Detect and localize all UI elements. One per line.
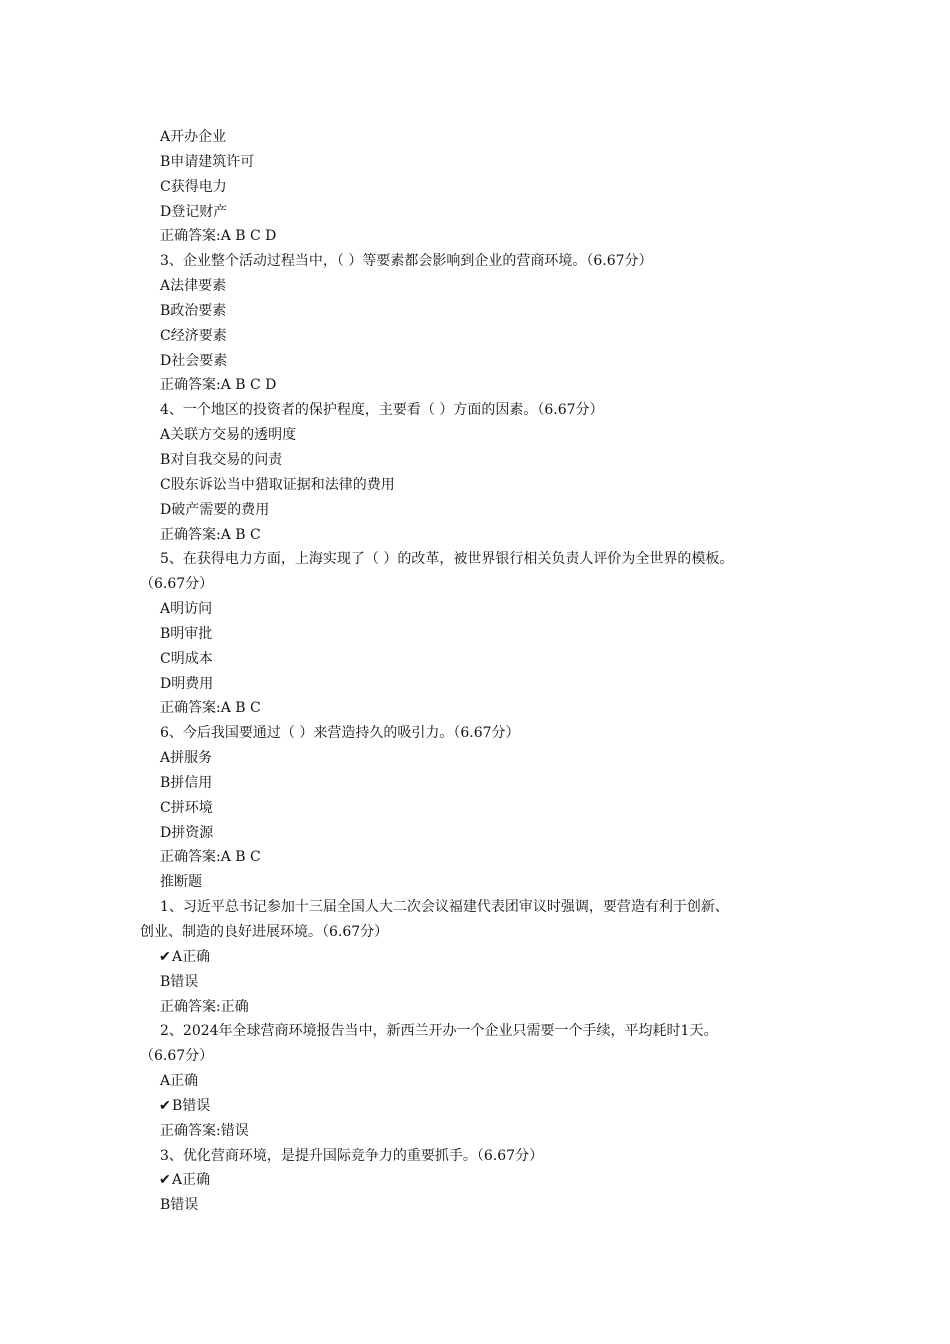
option-d: D社会要素: [160, 352, 228, 369]
option-b: B申请建筑许可: [160, 153, 255, 170]
tf-question-2-continuation: （6.67分）: [140, 1048, 214, 1065]
correct-answer: 正确答案:正确: [160, 998, 249, 1015]
option-a: A明访问: [160, 601, 213, 618]
check-mark-icon: ✔: [159, 948, 171, 965]
question-5: 5、在获得电力方面，上海实现了（ ）的改革，被世界银行相关负责人评价为全世界的模板。: [160, 551, 734, 568]
option-b: B对自我交易的问责: [160, 451, 283, 468]
option-d: D登记财产: [160, 203, 228, 220]
option-a: A开办企业: [160, 129, 227, 145]
tf-question-1: 1、习近平总书记参加十三届全国人大二次会议福建代表团审议时强调，要营造有利于创新、: [160, 899, 729, 916]
correct-answer: 正确答案:A B C D: [160, 377, 277, 394]
section-title: 推断题: [160, 874, 202, 891]
document-body: [0, 125, 950, 1218]
check-mark-icon: ✔: [159, 1172, 171, 1189]
tf-question-3: 3、优化营商环境，是提升国际竞争力的重要抓手。（6.67分）: [160, 1147, 544, 1164]
option-label: A正确: [172, 1172, 211, 1189]
question-4: 4、一个地区的投资者的保护程度，主要看（ ）方面的因素。（6.67分）: [160, 402, 604, 419]
option-b: B明审批: [160, 625, 213, 642]
tf-question-1-continuation: 创业、制造的良好进展环境。（6.67分）: [140, 924, 389, 940]
correct-answer: 正确答案:A B C D: [160, 228, 277, 245]
option-d: D明费用: [160, 675, 214, 692]
question-3: 3、企业整个活动过程当中，（ ）等要素都会影响到企业的营商环境。（6.67分）: [160, 253, 653, 270]
option-a: A拼服务: [160, 750, 213, 767]
option-c: C股东诉讼当中猎取证据和法律的费用: [160, 476, 395, 493]
option-a-selected: [0, 945, 950, 970]
option-d: D破产需要的费用: [160, 501, 270, 518]
correct-answer: 正确答案:A B C: [160, 700, 261, 717]
option-b: B错误: [160, 973, 199, 990]
option-a: A法律要素: [160, 278, 227, 295]
question-5-continuation: （6.67分）: [140, 576, 214, 593]
option-c: C明成本: [160, 650, 213, 667]
check-mark-icon: ✔: [159, 1097, 171, 1114]
tf-question-2: 2、2024年全球营商环境报告当中，新西兰开办一个企业只需要一个手续，平均耗时1天。: [160, 1023, 718, 1040]
correct-answer: 正确答案:A B C: [160, 526, 261, 543]
correct-answer: 正确答案:A B C: [160, 849, 261, 866]
option-label: B错误: [172, 1097, 211, 1114]
option-c: C经济要素: [160, 327, 227, 344]
question-6: 6、今后我国要通过（ ）来营造持久的吸引力。（6.67分）: [160, 725, 520, 742]
option-a: A关联方交易的透明度: [160, 427, 297, 444]
option-b: B政治要素: [160, 302, 227, 319]
option-a-selected: [0, 1168, 950, 1193]
option-c: C获得电力: [160, 178, 227, 195]
option-label: A正确: [172, 948, 211, 965]
correct-answer: 正确答案:错误: [160, 1122, 249, 1139]
option-b: B错误: [160, 1197, 199, 1214]
option-d: D拼资源: [160, 824, 214, 841]
option-b: B拼信用: [160, 774, 213, 791]
option-b-selected: [0, 1094, 950, 1119]
option-a: A正确: [160, 1073, 199, 1090]
option-c: C拼环境: [160, 799, 213, 816]
